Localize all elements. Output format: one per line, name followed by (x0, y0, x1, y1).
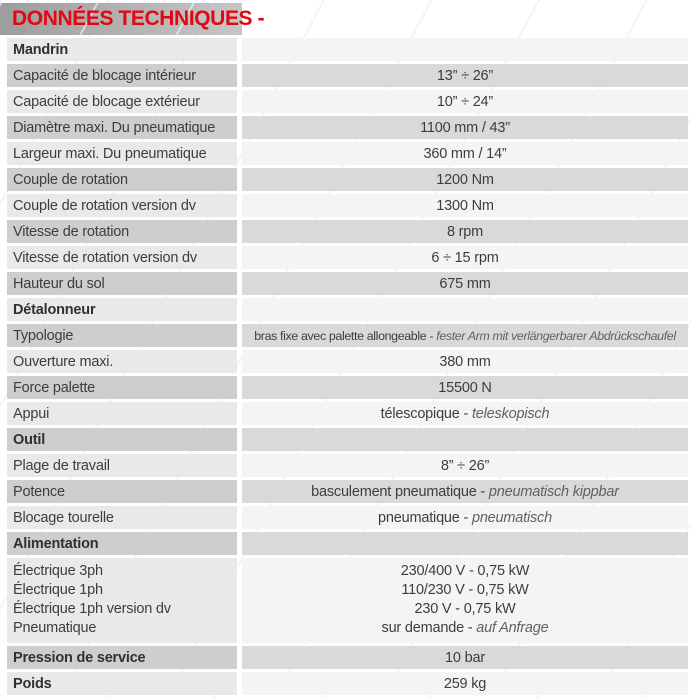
row-label (7, 272, 237, 295)
row-value (242, 480, 688, 503)
value-text-wrap (447, 224, 483, 240)
section-row (7, 298, 688, 321)
value-text-wrap (254, 329, 676, 343)
table-row (7, 672, 688, 695)
label-text: Outil (13, 431, 46, 448)
row-value (242, 454, 688, 477)
section-row (7, 38, 688, 61)
table-row (7, 168, 688, 191)
value-text-wrap (423, 146, 506, 162)
row-value (242, 672, 688, 695)
value-text-wrap (378, 510, 552, 526)
row-label (7, 672, 237, 695)
row-value (242, 38, 688, 61)
table-row (7, 220, 688, 243)
row-value (242, 428, 688, 451)
value-text-wrap (437, 94, 493, 110)
row-label (7, 402, 237, 425)
value-text-wrap (438, 380, 491, 396)
row-label-line: Électrique 1ph (13, 582, 103, 598)
table-row (7, 454, 688, 477)
value-german-italic: teleskopisch (471, 405, 550, 422)
value-text: 230 V - 0,75 kW (414, 601, 516, 617)
label-text: Appui (13, 405, 50, 422)
value-text: 360 mm / 14” (423, 145, 507, 162)
row-label (7, 646, 237, 669)
value-text-wrap (311, 484, 619, 500)
row-value (242, 90, 688, 113)
row-value-line (242, 619, 688, 638)
row-label (7, 246, 237, 269)
value-text-wrap (439, 354, 490, 370)
table-row (7, 194, 688, 217)
table-row (7, 646, 688, 669)
value-text: 10 bar (445, 649, 485, 666)
page-title: DONNÉES TECHNIQUES - (12, 7, 265, 30)
row-value (242, 376, 688, 399)
value-text: télescopique - (380, 405, 472, 422)
row-label (7, 324, 237, 347)
table-row (7, 142, 688, 165)
row-label (7, 142, 237, 165)
table-row (7, 376, 688, 399)
value-text: 10” ÷ 24” (436, 93, 494, 110)
spec-table (7, 38, 688, 698)
value-text: 1200 Nm (436, 171, 494, 188)
table-row (7, 480, 688, 503)
value-german-italic: pneumatisch kippbar (488, 483, 619, 500)
table-row (7, 272, 688, 295)
label-text: Hauteur du sol (13, 275, 105, 292)
row-label-line: Pneumatique (13, 620, 97, 636)
value-text: 6 ÷ 15 rpm (431, 249, 499, 266)
row-value-line (242, 562, 688, 581)
label-text: Pression de service (13, 649, 146, 666)
value-text: sur demande - (381, 620, 477, 636)
value-text: 1300 Nm (436, 197, 494, 214)
row-label (7, 558, 237, 643)
row-value (242, 298, 688, 321)
section-row (7, 532, 688, 555)
label-text: Force palette (13, 379, 96, 396)
row-value (242, 532, 688, 555)
value-text-wrap (381, 406, 550, 422)
row-value (242, 194, 688, 217)
section-header-label (7, 38, 237, 61)
row-label (7, 220, 237, 243)
value-german-italic: pneumatisch (471, 509, 552, 526)
label-text: Alimentation (13, 535, 99, 552)
label-text: Couple de rotation version dv (13, 197, 196, 214)
row-value (242, 168, 688, 191)
row-value (242, 64, 688, 87)
value-text-wrap (439, 276, 490, 292)
label-text: Potence (13, 483, 65, 500)
row-value (242, 220, 688, 243)
section-header-label (7, 532, 237, 555)
row-value (242, 246, 688, 269)
row-label (7, 194, 237, 217)
table-row (7, 116, 688, 139)
table-row (7, 90, 688, 113)
row-value (242, 646, 688, 669)
label-text: Détalonneur (13, 301, 96, 318)
row-label (7, 64, 237, 87)
section-header-label (7, 298, 237, 321)
value-text: 675 mm (439, 275, 491, 292)
table-row (7, 402, 688, 425)
row-label (7, 350, 237, 373)
row-value (242, 116, 688, 139)
value-text: bras fixe avec palette allongeable - (254, 328, 437, 343)
value-text-wrap (436, 172, 493, 188)
value-text: 259 kg (443, 675, 487, 692)
value-text: 1100 mm / 43” (420, 119, 510, 136)
value-text-wrap (444, 676, 486, 692)
table-row (7, 246, 688, 269)
row-value (242, 506, 688, 529)
value-text-wrap (420, 120, 510, 136)
table-row (7, 324, 688, 347)
value-german-italic: fester Arm mit verlängerbarer Abdrückschaufel (436, 328, 676, 343)
value-text: 8 rpm (446, 223, 484, 240)
row-label (7, 480, 237, 503)
label-text: Diamètre maxi. Du pneumatique (13, 119, 216, 136)
value-text: basculement pneumatique - (311, 483, 489, 500)
label-text: Vitesse de rotation (13, 223, 130, 240)
row-value (242, 350, 688, 373)
table-row (7, 558, 688, 643)
row-label-line: Électrique 3ph (13, 563, 103, 579)
row-label (7, 168, 237, 191)
row-label (7, 454, 237, 477)
value-text-wrap (445, 650, 485, 666)
label-text: Poids (13, 675, 52, 692)
row-label (7, 506, 237, 529)
value-text: 230/400 V - 0,75 kW (400, 563, 530, 579)
label-text: Plage de travail (13, 457, 110, 474)
row-value-line (242, 600, 688, 619)
value-text: 8” ÷ 26” (440, 457, 490, 474)
value-text: 13” ÷ 26” (436, 67, 494, 84)
label-text: Capacité de blocage intérieur (13, 67, 196, 84)
row-value (242, 272, 688, 295)
value-text-wrap (436, 198, 493, 214)
label-text: Capacité de blocage extérieur (13, 93, 200, 110)
value-text-wrap (441, 458, 489, 474)
value-text: pneumatique - (378, 509, 472, 526)
row-label-line: Électrique 1ph version dv (13, 601, 171, 617)
table-row (7, 350, 688, 373)
label-text: Largeur maxi. Du pneumatique (13, 145, 207, 162)
row-value (242, 324, 688, 347)
label-text: Ouverture maxi. (13, 353, 114, 370)
row-label (7, 90, 237, 113)
table-row (7, 64, 688, 87)
value-german-italic: auf Anfrage (476, 620, 549, 636)
value-text-wrap (437, 68, 493, 84)
section-header-label (7, 428, 237, 451)
row-value (242, 558, 688, 643)
label-text: Vitesse de rotation version dv (13, 249, 197, 266)
title-band (0, 3, 265, 35)
value-text: 110/230 V - 0,75 kW (401, 582, 529, 598)
label-text: Mandrin (13, 41, 68, 58)
value-text-wrap (431, 250, 498, 266)
label-text: Couple de rotation (13, 171, 128, 188)
table-row (7, 506, 688, 529)
row-label (7, 116, 237, 139)
row-value-line (242, 581, 688, 600)
row-value (242, 142, 688, 165)
label-text: Blocage tourelle (13, 509, 114, 526)
value-text: 15500 N (438, 379, 492, 396)
row-value (242, 402, 688, 425)
row-label (7, 376, 237, 399)
value-text: 380 mm (439, 353, 491, 370)
section-row (7, 428, 688, 451)
label-text: Typologie (13, 327, 74, 344)
